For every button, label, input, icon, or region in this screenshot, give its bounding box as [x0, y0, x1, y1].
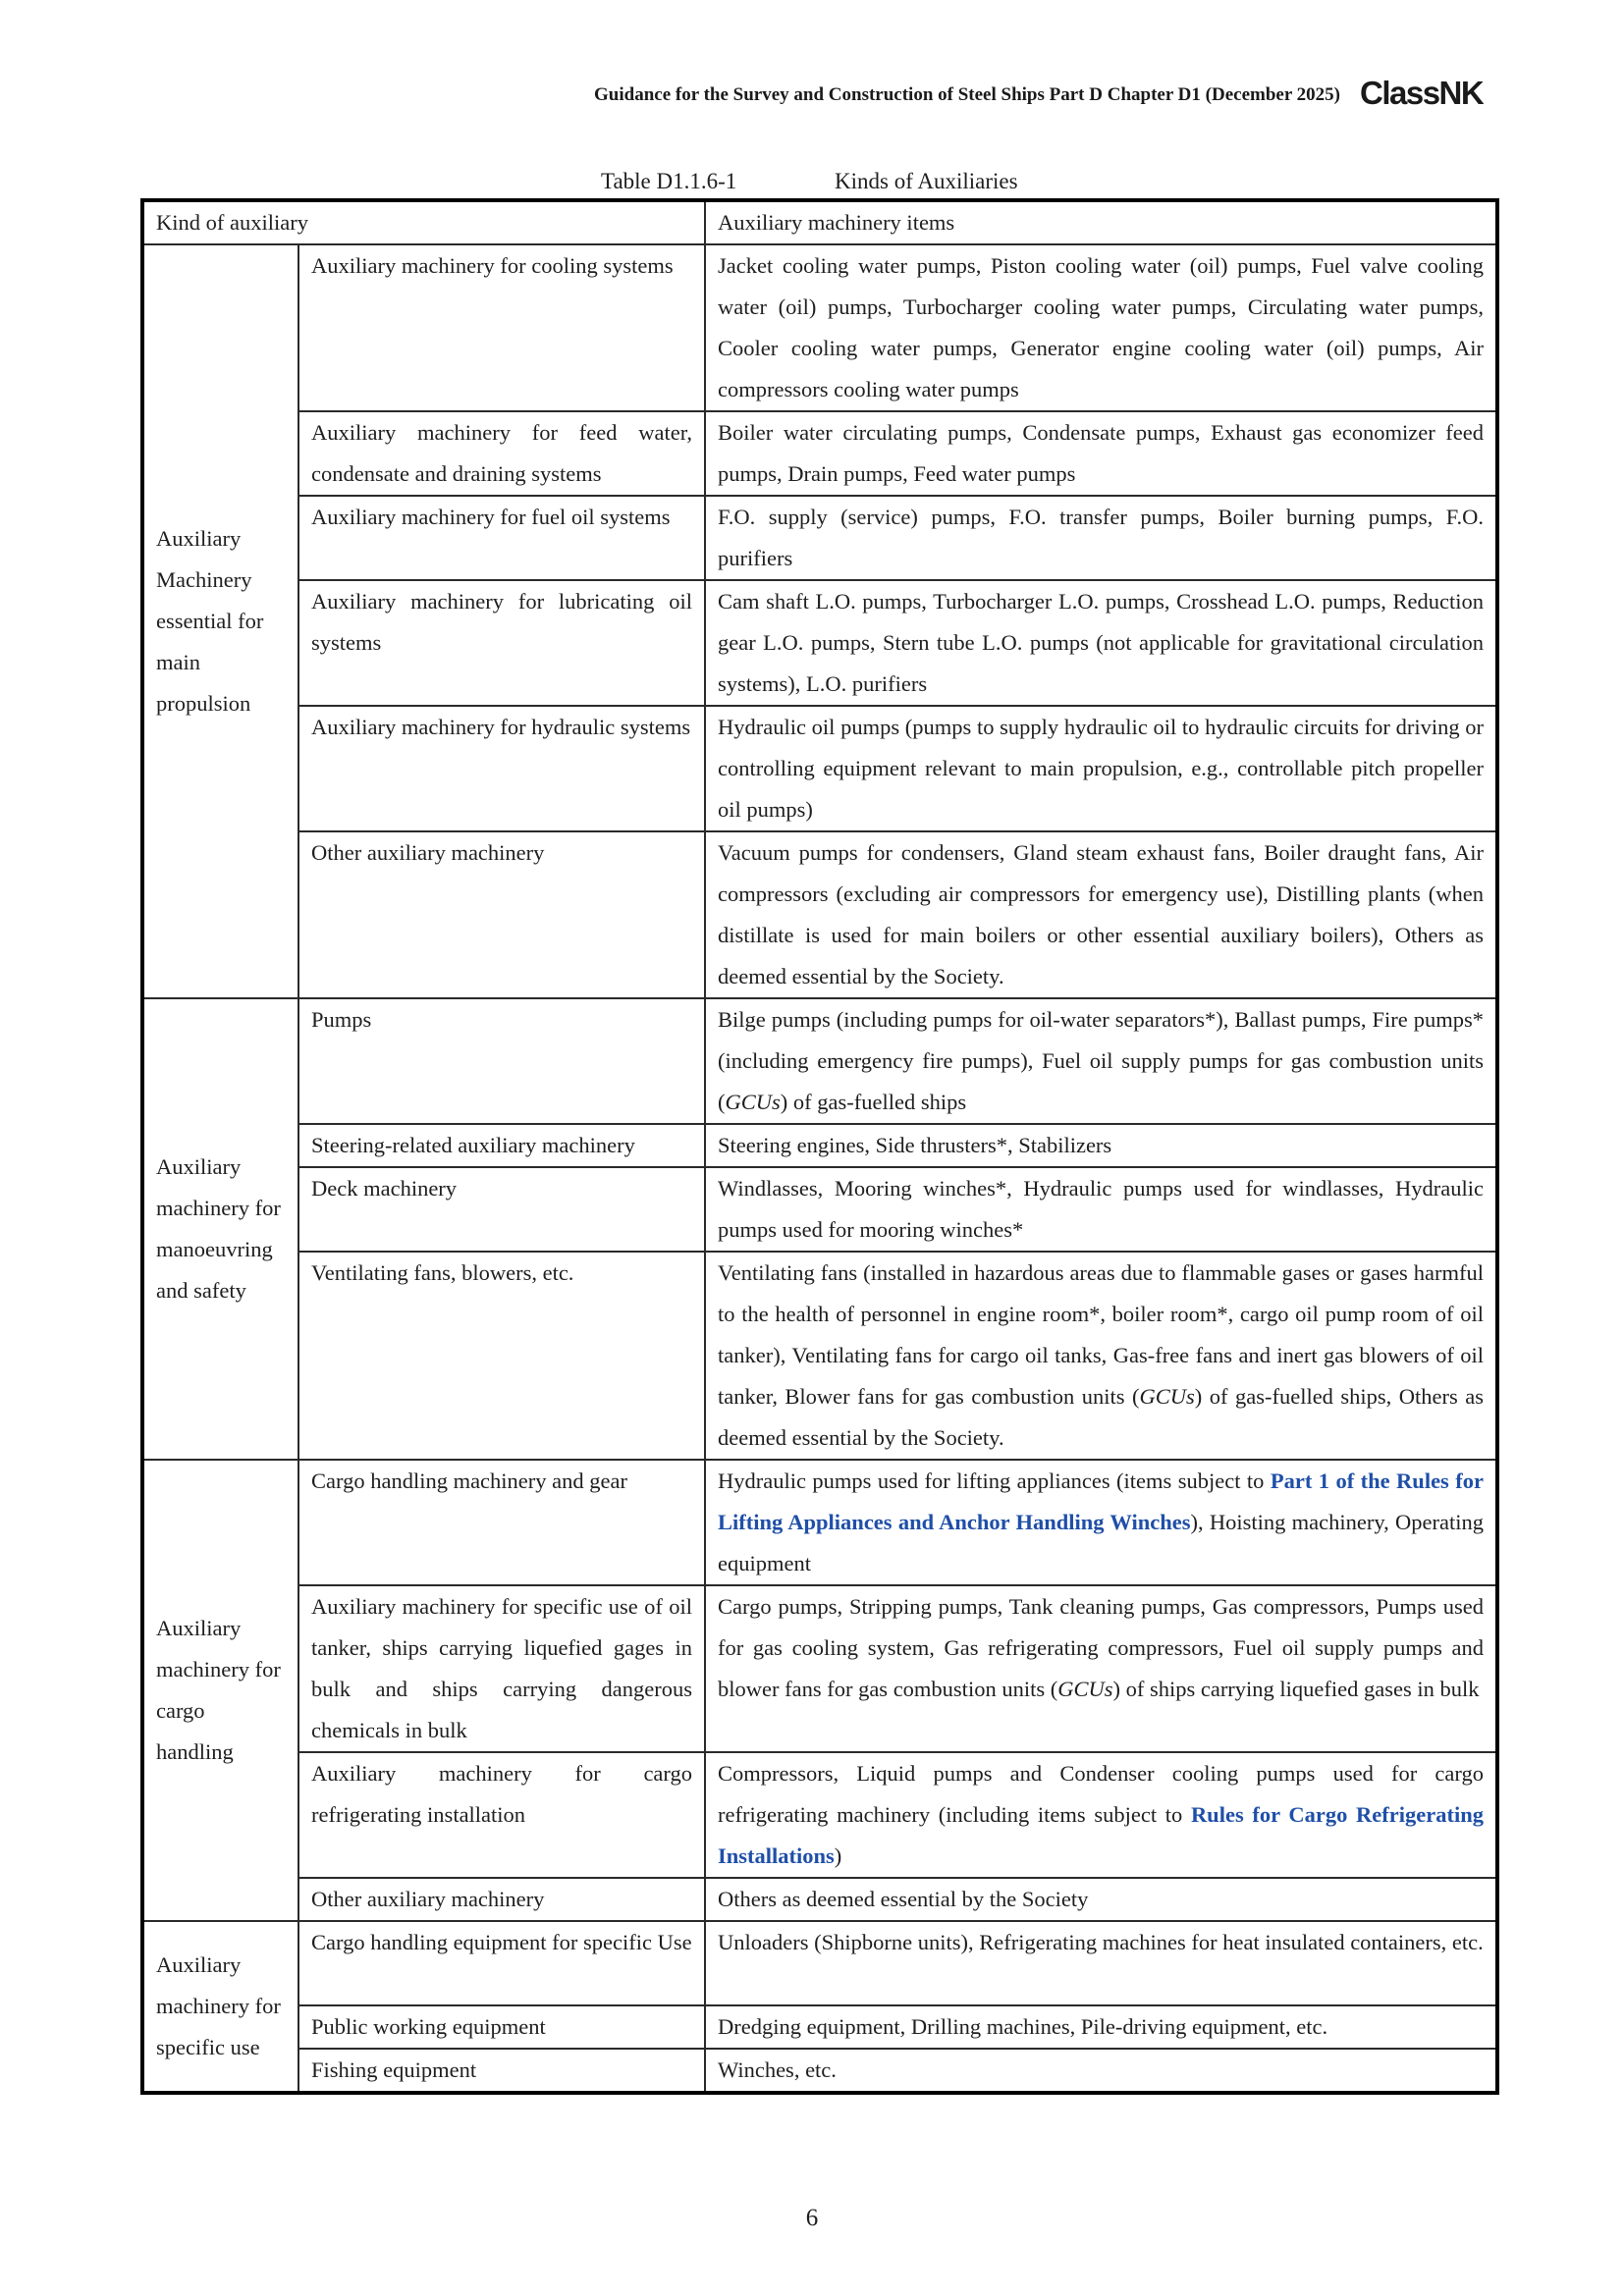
table-row — [142, 1252, 1497, 1460]
table-row — [142, 2049, 1497, 2093]
subcategory-cell: Pumps — [298, 998, 705, 1124]
items-cell: Hydraulic oil pumps (pumps to supply hydraulic oil to hydraulic circuits for driving or controlling equipment relevant to main propulsion, e.g., controllable pitch propeller oil pumps) — [705, 706, 1497, 831]
group-label: Auxiliary machinery for manoeuvring and safety — [142, 998, 298, 1460]
subcategory-cell: Cargo handling machinery and gear — [298, 1460, 705, 1585]
table-header-row — [142, 200, 1497, 244]
table-row — [142, 1460, 1497, 1585]
subcategory-cell: Auxiliary machinery for hydraulic systems — [298, 706, 705, 831]
table-row — [142, 580, 1497, 706]
table-row — [142, 706, 1497, 831]
table-caption-number: Table D1.1.6-1 — [601, 169, 737, 193]
subcategory-cell: Ventilating fans, blowers, etc. — [298, 1252, 705, 1460]
table-row — [142, 2005, 1497, 2049]
items-cell: Boiler water circulating pumps, Condensate pumps, Exhaust gas economizer feed pumps, Drain pumps, Feed water pumps — [705, 411, 1497, 496]
table-row — [142, 1921, 1497, 2005]
table-row — [142, 411, 1497, 496]
items-cell: Jacket cooling water pumps, Piston cooling water (oil) pumps, Fuel valve cooling water (oil) pumps, Turbocharger cooling water pumps, Circulating water pumps, Cooler cooling water pumps, Generator engine cooling water (oil) pumps, Air compressors cooling water pumps — [705, 244, 1497, 411]
subcategory-cell: Other auxiliary machinery — [298, 831, 705, 998]
table-row — [142, 1124, 1497, 1167]
table-row — [142, 998, 1497, 1124]
table-row — [142, 244, 1497, 411]
table-row — [142, 1752, 1497, 1878]
subcategory-cell: Auxiliary machinery for lubricating oil systems — [298, 580, 705, 706]
subcategory-cell: Auxiliary machinery for cargo refrigerating installation — [298, 1752, 705, 1878]
items-cell: F.O. supply (service) pumps, F.O. transfer pumps, Boiler burning pumps, F.O. purifiers — [705, 496, 1497, 580]
group-label: Auxiliary machinery for specific use — [142, 1921, 298, 2093]
items-cell: Unloaders (Shipborne units), Refrigerating machines for heat insulated containers, etc. — [705, 1921, 1497, 2005]
classnk-logo: ClassNK — [1360, 75, 1484, 111]
items-cell: Bilge pumps (including pumps for oil-water separators*), Ballast pumps, Fire pumps* (including emergency fire pumps), Fuel oil supply pumps for gas combustion units (GCUs) of gas-fuelled ships — [705, 998, 1497, 1124]
group-label: Auxiliary machinery for cargo handling — [142, 1460, 298, 1921]
subcategory-cell: Cargo handling equipment for specific Use — [298, 1921, 705, 2005]
subcategory-cell: Auxiliary machinery for fuel oil systems — [298, 496, 705, 580]
subcategory-cell: Public working equipment — [298, 2005, 705, 2049]
items-cell: Steering engines, Side thrusters*, Stabilizers — [705, 1124, 1497, 1167]
rules-link-lifting-appliances[interactable]: Part 1 of the Rules for Lifting Appliances and Anchor Handling Winches — [718, 1468, 1484, 1534]
items-cell: Others as deemed essential by the Society — [705, 1878, 1497, 1921]
subcategory-cell: Auxiliary machinery for feed water, condensate and draining systems — [298, 411, 705, 496]
items-cell: Winches, etc. — [705, 2049, 1497, 2093]
items-cell: Vacuum pumps for condensers, Gland steam exhaust fans, Boiler draught fans, Air compressors (excluding air compressors for emergency use), Distilling plants (when distillate is used for main boilers or other essential auxiliary boilers), Others as deemed essential by the Society. — [705, 831, 1497, 998]
items-cell: Hydraulic pumps used for lifting appliances (items subject to Part 1 of the Rules for Lifting Appliances and Anchor Handling Winches), Hoisting machinery, Operating equipment — [705, 1460, 1497, 1585]
column-header-items: Auxiliary machinery items — [705, 200, 1497, 244]
items-cell: Cargo pumps, Stripping pumps, Tank cleaning pumps, Gas compressors, Pumps used for gas cooling system, Gas refrigerating compressors, Fuel oil supply pumps and blower fans for gas combustion units (GCUs) of ships carrying liquefied gases in bulk — [705, 1585, 1497, 1752]
rules-link-cargo-refrigerating[interactable]: Rules for Cargo Refrigerating Installations — [718, 1802, 1484, 1868]
column-header-kind: Kind of auxiliary — [142, 200, 705, 244]
subcategory-cell: Fishing equipment — [298, 2049, 705, 2093]
auxiliaries-table — [140, 198, 1499, 2095]
table-caption-name: Kinds of Auxiliaries — [835, 169, 1018, 193]
items-cell: Windlasses, Mooring winches*, Hydraulic pumps used for windlasses, Hydraulic pumps used for mooring winches* — [705, 1167, 1497, 1252]
items-cell: Compressors, Liquid pumps and Condenser cooling pumps used for cargo refrigerating machinery (including items subject to Rules for Cargo Refrigerating Installations) — [705, 1752, 1497, 1878]
document-header-title: Guidance for the Survey and Construction of Steel Ships Part D Chapter D1 (December 2025) — [594, 84, 1340, 105]
items-cell: Cam shaft L.O. pumps, Turbocharger L.O. pumps, Crosshead L.O. pumps, Reduction gear L.O. pumps, Stern tube L.O. pumps (not applicable for gravitational circulation systems), L.O. purifiers — [705, 580, 1497, 706]
subcategory-cell: Steering-related auxiliary machinery — [298, 1124, 705, 1167]
table-row — [142, 1585, 1497, 1752]
items-cell: Ventilating fans (installed in hazardous areas due to flammable gases or gases harmful to the health of personnel in engine room*, boiler room*, cargo oil pump room of oil tanker), Ventilating fans for cargo oil tanks, Gas-free fans and inert gas blowers of oil tanker, Blower fans for gas combustion units (GCUs) of gas-fuelled ships, Others as deemed essential by the Society. — [705, 1252, 1497, 1460]
table-row — [142, 831, 1497, 998]
subcategory-cell: Auxiliary machinery for specific use of oil tanker, ships carrying liquefied gages in bulk and ships carrying dangerous chemicals in bulk — [298, 1585, 705, 1752]
subcategory-cell: Deck machinery — [298, 1167, 705, 1252]
table-row — [142, 1878, 1497, 1921]
subcategory-cell: Auxiliary machinery for cooling systems — [298, 244, 705, 411]
page-number: 6 — [805, 2205, 819, 2231]
items-cell: Dredging equipment, Drilling machines, Pile-driving equipment, etc. — [705, 2005, 1497, 2049]
subcategory-cell: Other auxiliary machinery — [298, 1878, 705, 1921]
table-row — [142, 496, 1497, 580]
table-row — [142, 1167, 1497, 1252]
group-label: Auxiliary Machinery essential for main propulsion — [142, 244, 298, 998]
table-caption — [0, 169, 1624, 198]
